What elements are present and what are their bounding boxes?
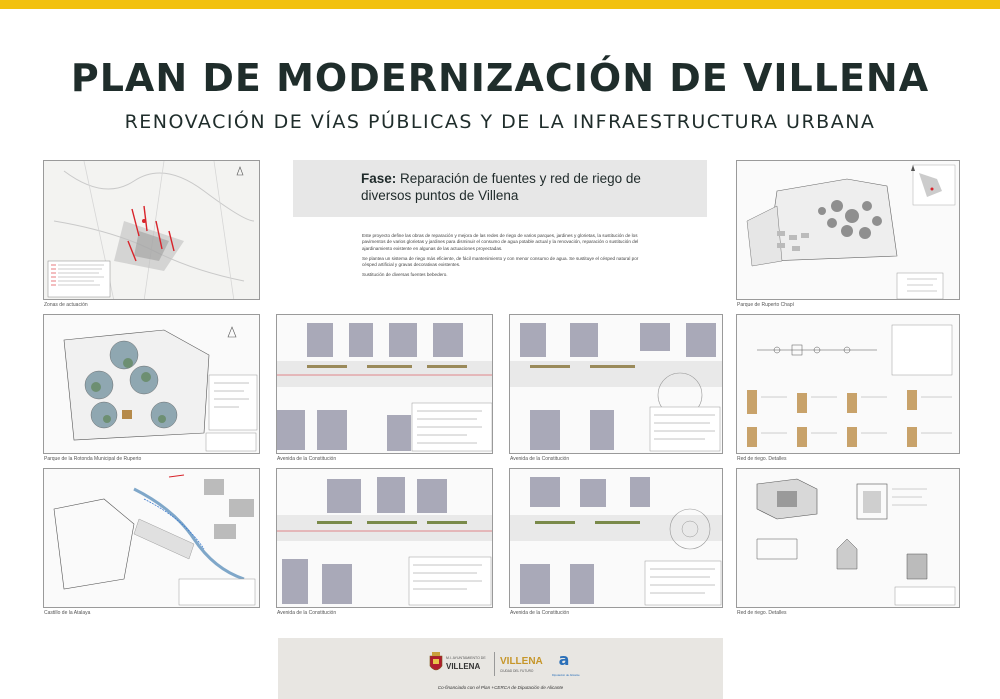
logo3-subtext: Diputación de Alicante xyxy=(552,673,580,677)
diputacion-alicante-logo-icon xyxy=(555,650,573,672)
irrigation-detail-drawing xyxy=(737,315,960,454)
phase-box xyxy=(293,160,707,217)
sheet-caption: Red de riego. Detalles xyxy=(737,610,787,616)
sheet-zonas-actuacion xyxy=(43,160,260,300)
street-plan-drawing xyxy=(510,469,723,608)
street-plan-drawing xyxy=(277,469,493,608)
sheet-caption: Castillo de la Atalaya xyxy=(44,610,91,616)
logo-divider xyxy=(494,652,495,676)
park-plan-drawing xyxy=(737,161,960,300)
sheet-red-riego-detalles-1 xyxy=(736,314,960,454)
roundabout-park-drawing xyxy=(44,315,260,454)
logo2-subtext: CIUDAD DEL FUTURO xyxy=(500,669,534,673)
phase-label: Fase: xyxy=(361,171,397,186)
sheet-avenida-3 xyxy=(276,468,493,608)
logo1-top-text: M.I. AYUNTAMIENTO DE xyxy=(446,656,486,660)
phase-description: Reparación de fuentes y red de riego de diversos puntos de Villena xyxy=(361,171,641,203)
sheet-caption: Avenida de la Constitución xyxy=(277,610,337,616)
sheet-caption: Avenida de la Constitución xyxy=(277,456,337,462)
irrigation-detail-drawing xyxy=(737,469,960,608)
logo-row xyxy=(428,648,578,678)
footer-logos xyxy=(278,638,723,699)
sheet-caption: Red de riego. Detalles xyxy=(737,456,787,462)
description-paragraph: Se plantea un sistema de riego más eficiente, de fácil mantenimiento y con menor consumo de agua. Se sustituye el césped natural por césped artificial y gravas decorativas existentes. xyxy=(362,255,639,268)
sheet-castillo-atalaya xyxy=(43,468,260,608)
sheet-caption: Parque de Ruperto Chapí xyxy=(737,302,794,308)
sheet-caption: Zonas de actuación xyxy=(44,302,88,308)
castle-plan-drawing xyxy=(44,469,260,608)
project-description xyxy=(362,233,652,283)
logo2-text: VILLENA xyxy=(500,656,543,667)
top-accent-bar xyxy=(0,0,1000,9)
sheet-caption: Parque de la Rotonda Municipal de Ruperto xyxy=(44,456,142,462)
logo1-text: VILLENA xyxy=(446,662,481,671)
sheet-avenida-2 xyxy=(509,314,723,454)
page-subtitle: RENOVACIÓN DE VÍAS PÚBLICAS Y DE LA INFRAESTRUCTURA URBANA xyxy=(124,111,876,133)
sheet-caption: Avenida de la Constitución xyxy=(510,610,570,616)
street-plan-drawing xyxy=(277,315,493,454)
sheet-parque-ruperto-chapi xyxy=(736,160,960,300)
sheet-caption: Avenida de la Constitución xyxy=(510,456,570,462)
phase-text xyxy=(361,170,661,204)
sheet-parque-rotonda xyxy=(43,314,260,454)
street-plan-drawing xyxy=(510,315,723,454)
description-paragraph: Sustitución de diversas fuentes bebedero. xyxy=(362,272,448,278)
villena-coat-of-arms-icon xyxy=(428,652,444,676)
description-paragraph: Este proyecto define las obras de reparación y mejora de las redes de riego de varios parques, jardines y glorietas, la sustitución de los pavimentos de varios glorietas y jardines para disminuir el consumo de agua potable actual y la renovación, reparación o sustitución del ajardinamiento existente en algunas de las actuaciones proyectadas. xyxy=(362,233,639,251)
zone-map-drawing xyxy=(44,161,260,300)
cofinance-text: Co-financiado con el Plan +CERCA de Diputación de Alicante xyxy=(437,685,564,690)
sheet-red-riego-detalles-2 xyxy=(736,468,960,608)
svg-text:a: a xyxy=(558,650,570,669)
sheet-avenida-4 xyxy=(509,468,723,608)
sheet-avenida-1 xyxy=(276,314,493,454)
page-title: PLAN DE MODERNIZACIÓN DE VILLENA xyxy=(70,56,930,100)
